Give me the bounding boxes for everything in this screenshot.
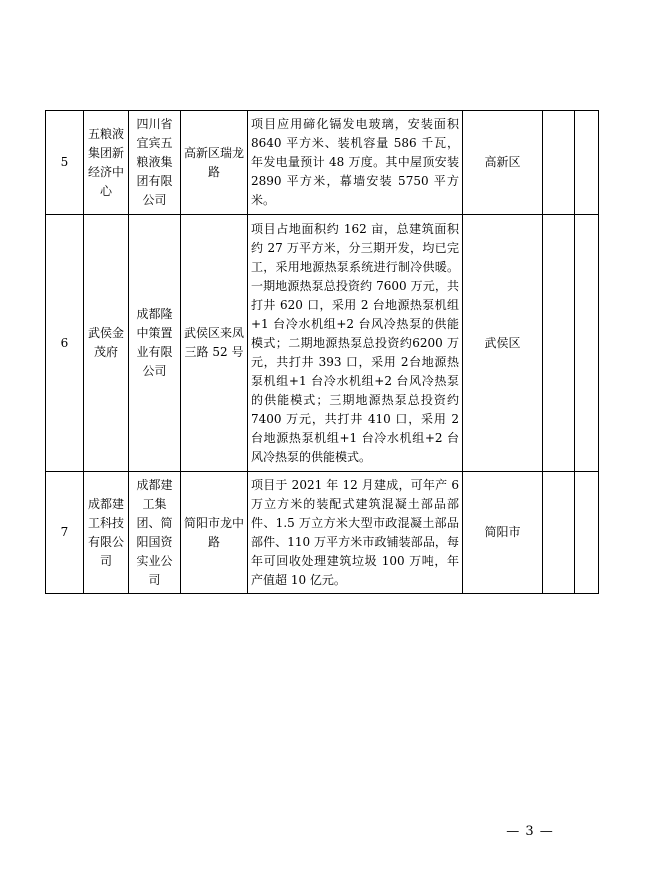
project-address: 高新区瑞龙路 [181,111,248,215]
owner-company: 成都建工集团、简阳国资实业公司 [129,472,181,594]
projects-table [45,110,599,594]
empty-cell [575,111,599,215]
district: 高新区 [463,111,543,215]
empty-cell [575,472,599,594]
table-row [46,472,599,594]
district: 武侯区 [463,215,543,472]
project-description: 项目应用碲化镉发电玻璃，安装面积8640 平方米、装机容量 586 千瓦，年发电量预计 48 万度。其中屋顶安装2890 平方米，幕墙安装 5750 平方米。 [248,111,463,215]
project-description: 项目占地面积约 162 亩，总建筑面积约 27 万平方米，分三期开发，均已完工，采用地源热泵系统进行制冷供暖。一期地源热泵总投资约 7600 万元，共打井 620 口，采用 2 台地源热泵机组+1 台冷水机组+2 台风冷热泵的供能模式；二期地源热泵总投资约6200 万元，共打井 393 口，采用 2台地源热泵机组+1 台冷水机组+2 台风冷热泵的供能模式；三期地源热泵总投资约 7400 万元，共打井 410 口，采用 2 台地源热泵机组+1 台冷水机组+2 台风冷热泵的供能模式。 [248,215,463,472]
empty-cell [543,472,575,594]
table-row [46,111,599,215]
empty-cell [543,111,575,215]
row-number: 5 [46,111,84,215]
project-name: 成都建工科技有限公司 [84,472,129,594]
district: 简阳市 [463,472,543,594]
empty-cell [575,215,599,472]
row-number: 6 [46,215,84,472]
project-name: 五粮液集团新经济中心 [84,111,129,215]
project-address: 武侯区来凤三路 52 号 [181,215,248,472]
owner-company: 四川省宜宾五粮液集团有限公司 [129,111,181,215]
page-number: — 3 — [506,824,554,839]
empty-cell [543,215,575,472]
project-address: 简阳市龙中路 [181,472,248,594]
project-name: 武侯金茂府 [84,215,129,472]
owner-company: 成都隆中策置业有限公司 [129,215,181,472]
row-number: 7 [46,472,84,594]
project-description: 项目于 2021 年 12 月建成，可年产 6万立方米的装配式建筑混凝土部品部件、1.5 万立方米大型市政混凝土部品部件、110 万平方米市政铺装部品，每年可回收处理建筑垃圾 100 万吨，年产值超 10 亿元。 [248,472,463,594]
table-row [46,215,599,472]
